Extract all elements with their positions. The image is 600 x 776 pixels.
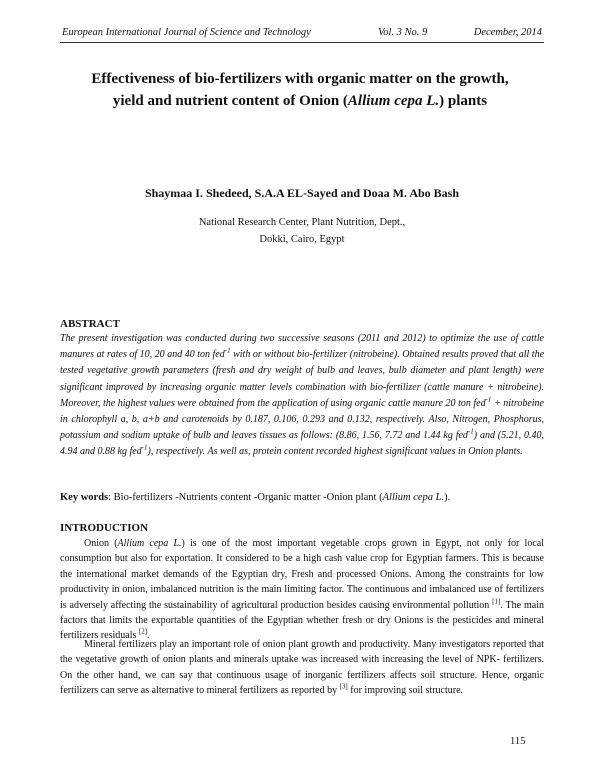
intro-p2-b: for improving soil structure. (347, 685, 464, 697)
title-line-2: yield and nutrient content of Onion ( (112, 93, 348, 109)
keywords-text: : Bio-fertilizers -Nutrients content -Organic matter -Onion plant ( (108, 492, 383, 503)
introduction-paragraph-2 (60, 637, 544, 699)
affiliation-line-1: National Research Center, Plant Nutrition, Dept., (198, 217, 406, 228)
intro-p1-species: Allium cepa L. (117, 538, 182, 549)
affiliation-line-2: Dokki, Cairo, Egypt (259, 234, 345, 245)
title-species: Allium cepa L. (347, 93, 440, 109)
keywords (60, 492, 544, 503)
volume-number: Vol. 3 No. 9 (378, 27, 428, 38)
citation-2: [2] (138, 628, 148, 637)
intro-p1-a: Onion ( (84, 538, 118, 549)
page-number: 115 (510, 736, 526, 747)
author-list: Shaymaa I. Shedeed, S.A.A EL-Sayed and Doaa M. Abo Bash (144, 186, 460, 200)
issue-date: December, 2014 (473, 27, 542, 38)
intro-p2-a: Mineral fertilizers play an important role of onion plant growth and productivity. Many investigators reported that the vegetative growth of onion plants and minerals uptake was increased with increasing the level of NPK- fertilizers. On the other hand, we can say that continuous usage of inorganic fertilizers affects soil structure. Hence, organic fertilizers can serve as alternative to mineral fertilizers as reported by (60, 639, 544, 697)
introduction-paragraph-1 (60, 536, 544, 644)
header-rule (60, 42, 544, 43)
citation-1: [1] (492, 597, 501, 606)
abstract-sup-4: -1 (141, 444, 148, 453)
citation-3: [3] (339, 682, 348, 691)
abstract-text (60, 331, 544, 461)
running-header (62, 27, 542, 43)
introduction-heading: INTRODUCTION (60, 522, 149, 534)
intro-p1-d: . (147, 630, 150, 642)
keywords-label: Key words (60, 492, 109, 503)
abstract-sup-1: -1 (224, 346, 231, 355)
abstract-sup-2: -1 (485, 395, 492, 404)
abstract-sup-3: -1 (467, 427, 474, 436)
intro-p1-c: . The main factors that limits the exportable quantities of the Egyptian whether fresh or dry Onions is the pesticides and mineral fertilizers residuals (60, 599, 544, 642)
intro-p1-b: ) is one of the most important vegetable crops grown in Egypt, not only for local consumption but also for exportation. It considered to be a high cash value crop for Egyptian farmers. This is because the international market demands of the Egyptian dry, Fresh and processed Onions. Among the constraints for low productivity in onion, imbalanced nutrition is the main limiting factor. The continuous and imbalanced use of fertilizers is adversely affecting the sustainability of agricultural production besides causing environmental pollution (60, 538, 544, 611)
journal-name: European International Journal of Science and Technology (62, 27, 311, 38)
title-end: ) plants (439, 93, 488, 109)
abstract-part-4: ) and (5.21, 0.40, 4.94 and 0.88 kg fed (60, 430, 544, 458)
keywords-species: Allium cepa L. (382, 492, 445, 503)
abstract-part-1: The present investigation was conducted during two successive seasons (2011 and 2012) to optimize the use of cattle manures at rates of 10, 20 and 40 ton fed (60, 333, 544, 361)
abstract-part-2: with or without bio-fertilizer (nitrobeine). Obtained results proved that all the tested vegetative growth parameters (fresh and dry weight of bulb and leaves, bulb diameter and plant length) were significant improved by increasing organic matter levels combination with bio-fertilizer (cattle manure + nitrobeine). Moreover, the highest values were obtained from the application of using organic cattle manure 20 ton fed (60, 349, 545, 409)
keywords-end: ). (444, 492, 451, 503)
affiliation (60, 214, 544, 248)
abstract-part-3: + nitrobeine in chlorophyll a, b, a+b and carotenoids by 0.187, 0.106, 0.293 and 0.132, respectively. Also, Nitrogen, Phosphorus, potassium and sodium uptake of bulb and leaves tissues as follows: (8.86, 1.56, 7.72 and 1.44 kg fed (60, 397, 544, 442)
paper-title (48, 68, 552, 112)
abstract-part-5: ), respectively. As well as, protein content recorded highest significant values in Onion plants. (147, 446, 523, 458)
title-line-1: Effectiveness of bio-fertilizers with organic matter on the growth, (91, 71, 509, 87)
abstract-heading: ABSTRACT (60, 318, 120, 330)
